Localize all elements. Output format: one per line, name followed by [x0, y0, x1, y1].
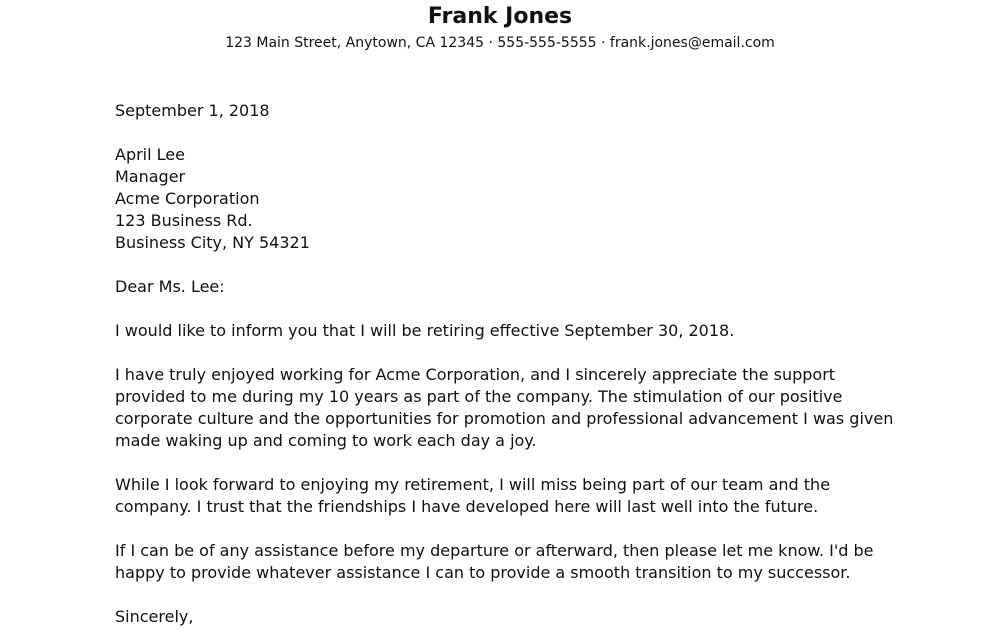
recipient-title: Manager [115, 167, 186, 186]
paragraph-transition-offer: If I can be of any assistance before my departure or afterward, then please let me know. I'd be happy to provide whatever assistance I can to provide a smooth transition to my successor. [115, 541, 874, 582]
recipient-name: April Lee [115, 145, 185, 164]
salutation: Dear Ms. Lee: [115, 277, 225, 296]
recipient-street: 123 Business Rd. [115, 211, 253, 230]
paragraph-future: While I look forward to enjoying my retirement, I will miss being part of our team and the company. I trust that the friendships I have developed here will last well into the future. [115, 475, 831, 516]
recipient-block [115, 144, 895, 254]
closing: Sincerely, [115, 607, 194, 626]
letter-date: September 1, 2018 [115, 101, 270, 120]
sender-name: Frank Jones [427, 4, 573, 29]
letter-header [0, 3, 1000, 53]
recipient-city: Business City, NY 54321 [115, 233, 310, 252]
paragraph-appreciation: I have truly enjoyed working for Acme Corporation, and I sincerely appreciate the support provided to me during my 10 years as part of the company. The stimulation of our positive corporate culture and the opportunities for promotion and professional advancement I was given made waking up and coming to work each day a joy. [115, 365, 894, 450]
sender-contact-info: 123 Main Street, Anytown, CA 12345 · 555-555-5555 · frank.jones@email.com [225, 35, 775, 51]
recipient-company: Acme Corporation [115, 189, 260, 208]
letter-body [115, 100, 895, 628]
paragraph-retirement-notice: I would like to inform you that I will be retiring effective September 30, 2018. [115, 321, 735, 340]
